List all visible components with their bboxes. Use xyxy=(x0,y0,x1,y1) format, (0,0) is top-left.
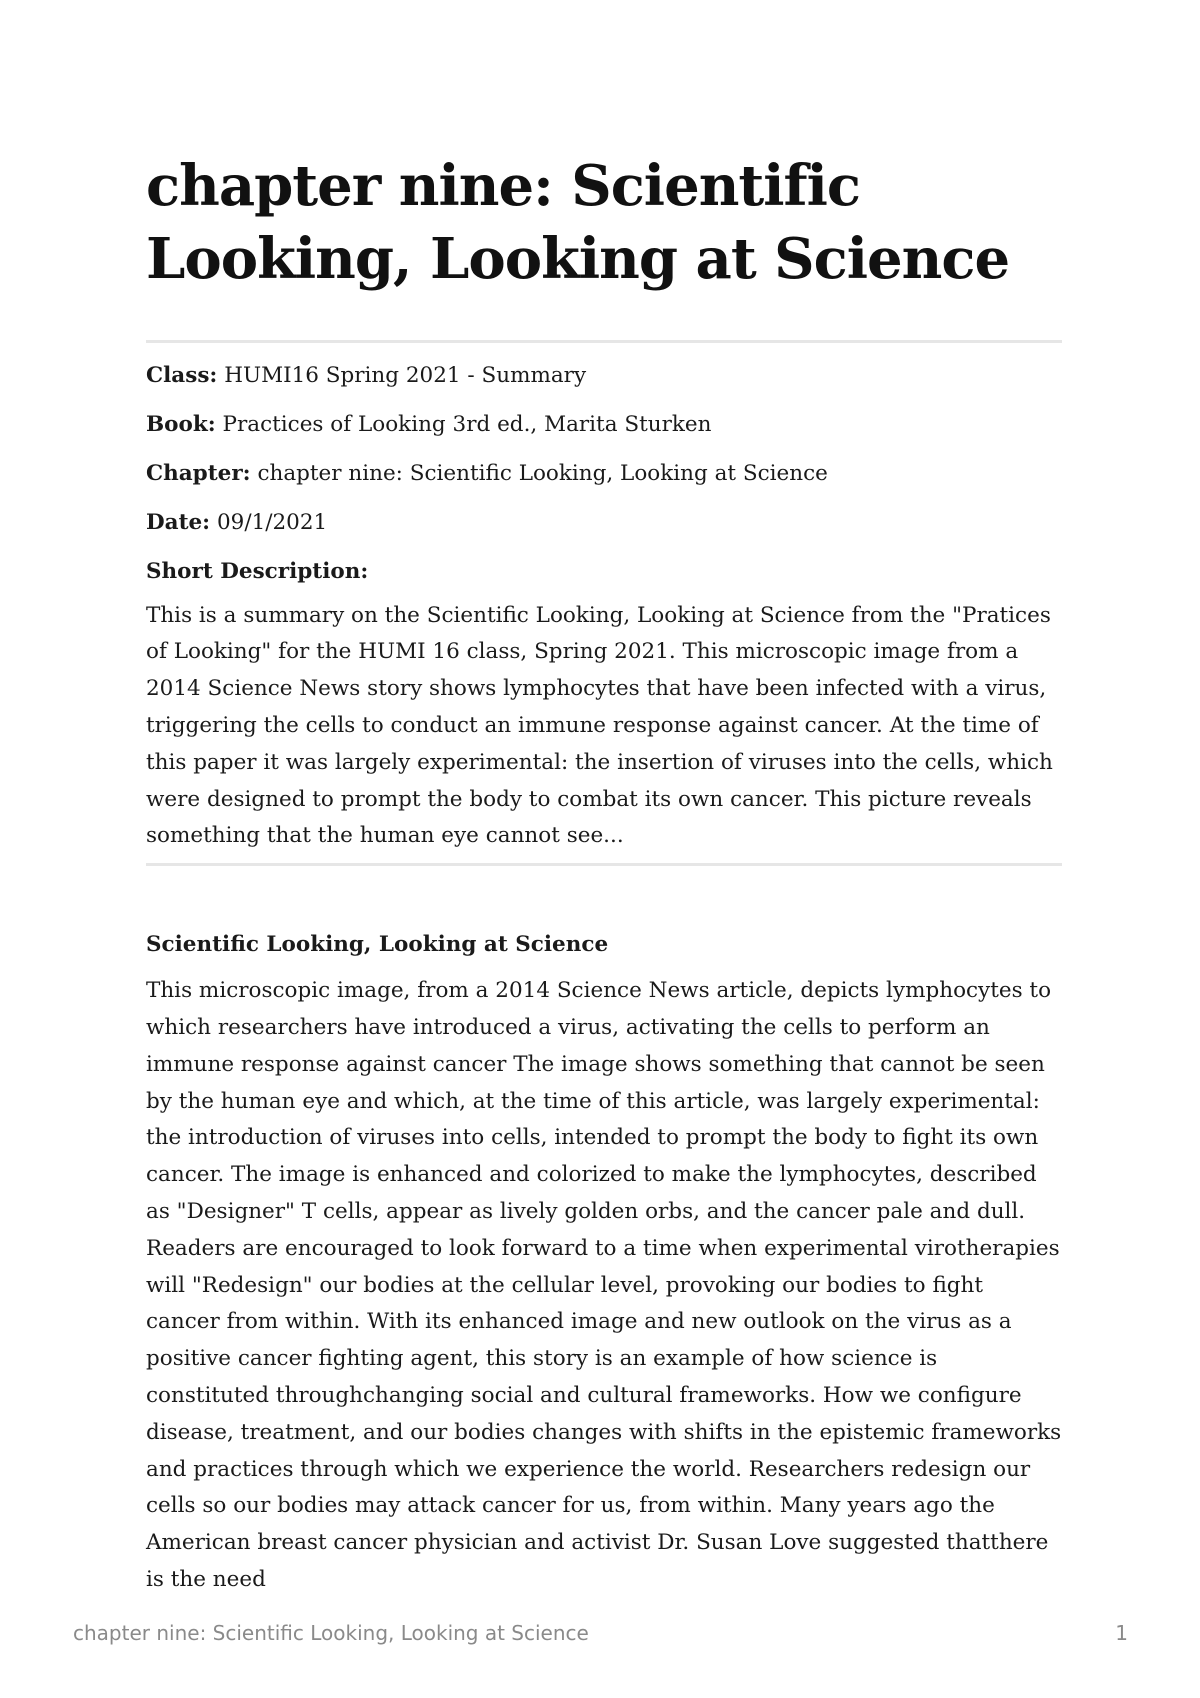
section-heading: Scientific Looking, Looking at Science xyxy=(146,932,609,958)
meta-class-value: HUMI16 Spring 2021 - Summary xyxy=(224,362,587,388)
meta-date-value: 09/1/2021 xyxy=(216,509,328,535)
meta-chapter-value: chapter nine: Scientific Looking, Looking at Science xyxy=(257,460,828,486)
meta-chapter xyxy=(146,459,1062,488)
metadata-block xyxy=(146,361,1062,856)
footer-page-number: 1 xyxy=(1115,1621,1128,1645)
document-page xyxy=(146,150,1062,1599)
meta-book-key: Book: xyxy=(146,411,216,437)
meta-date xyxy=(146,508,1062,537)
short-description-text: This is a summary on the Scientific Looking, Looking at Science from the "Pratices of Looking" for the HUMI 16 class, Spring 2021. This microscopic image from a 2014 Science News story shows lymphocytes that have been infected with a virus, triggering the cells to conduct an immune response against cancer. At the time of this paper it was largely experimental: the insertion of viruses into the cells, which were designed to prompt the body to combat its own cancer. This picture reveals something that the human eye cannot see... xyxy=(146,602,1053,849)
meta-class-key: Class: xyxy=(146,362,218,388)
top-divider xyxy=(146,340,1062,343)
meta-date-key: Date: xyxy=(146,509,211,535)
bottom-divider xyxy=(146,863,1062,866)
section-body: This microscopic image, from a 2014 Science News article, depicts lymphocytes to which researchers have introduced a virus, activating the cells to perform an immune response against cancer The image shows something that cannot be seen by the human eye and which, at the time of this article, was largely experimental: the introduction of viruses into cells, intended to prompt the body to fight its own cancer. The image is enhanced and colorized to make the lymphocytes, described as "Designer" T cells, appear as lively golden orbs, and the cancer pale and dull. Readers are encouraged to look forward to a time when experimental virotherapies will "Redesign" our bodies at the cellular level, provoking our bodies to fight cancer from within. With its enhanced image and new outlook on the virus as a positive cancer fighting agent, this story is an example of how science is constituted throughchanging social and cultural frameworks. How we configure disease, treatment, and our bodies changes with shifts in the epistemic frameworks and practices through which we experience the world. Researchers redesign our cells so our bodies may attack cancer for us, from within. Many years ago the American breast cancer physician and activist Dr. Susan Love suggested thatthere is the need xyxy=(146,978,1062,1592)
meta-book xyxy=(146,410,1062,439)
page-title: chapter nine: Scientific Looking, Looking at Science xyxy=(146,153,1010,292)
meta-class xyxy=(146,361,1062,390)
footer-title: chapter nine: Scientific Looking, Looking at Science xyxy=(73,1621,589,1645)
meta-chapter-key: Chapter: xyxy=(146,460,251,486)
short-description-label: Short Description: xyxy=(146,558,369,584)
meta-book-value: Practices of Looking 3rd ed., Marita Sturken xyxy=(222,411,712,437)
